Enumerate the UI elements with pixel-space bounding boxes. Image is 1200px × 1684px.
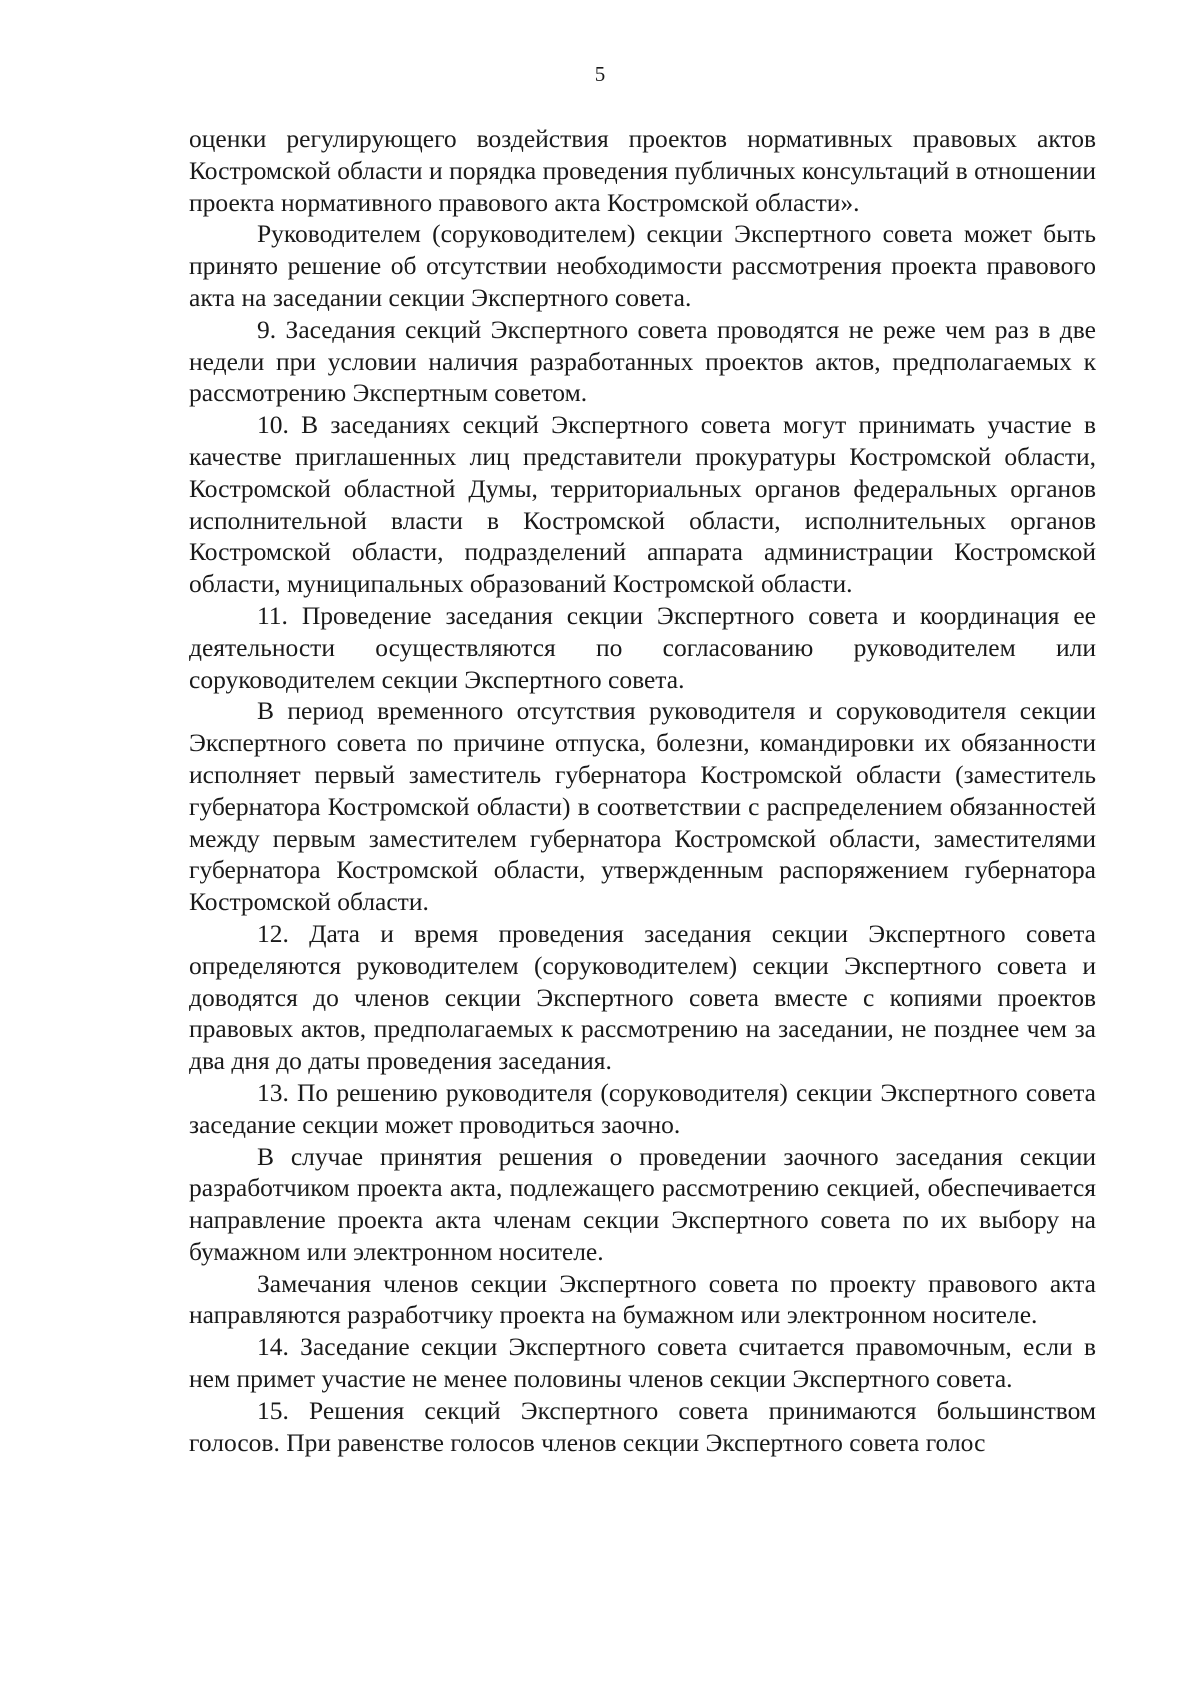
paragraph-item-15: 15. Решения секций Экспертного совета принимаются большинством голосов. При равенстве голосов членов секции Экспертного совета голос bbox=[189, 1395, 1096, 1457]
paragraph-item-9: 9. Заседания секций Экспертного совета проводятся не реже чем раз в две недели при условии наличия разработанных проектов актов, предполагаемых к рассмотрению Экспертным советом. bbox=[189, 314, 1096, 408]
page-number: 5 bbox=[594, 62, 606, 86]
paragraph: оценки регулирующего воздействия проектов нормативных правовых актов Костромской области и порядка проведения публичных консультаций в отношении проекта нормативного правового акта Костромской области». bbox=[189, 124, 1096, 217]
paragraph-item-13: 13. По решению руководителя (соруководителя) секции Экспертного совета заседание секции может проводиться заочно. bbox=[189, 1077, 1096, 1139]
paragraph-item-11: 11. Проведение заседания секции Экспертного совета и координация ее деятельности осуществляются по согласованию руководителем или соруководителем секции Экспертного совета. bbox=[189, 600, 1096, 694]
paragraph: В случае принятия решения о проведении заочного заседания секции разработчиком проекта акта, подлежащего рассмотрению секцией, обеспечивается направление проекта акта членам секции Экспертного совета по их выбору на бумажном или электронном носителе. bbox=[189, 1141, 1096, 1266]
paragraph-item-14: 14. Заседание секции Экспертного совета считается правомочным, если в нем примет участие не менее половины членов секции Экспертного совета. bbox=[189, 1332, 1096, 1394]
paragraph-item-10: 10. В заседаниях секций Экспертного совета могут принимать участие в качестве приглашенных лиц представители прокуратуры Костромской области, Костромской областной Думы, территориальных органов федеральных органов исполнительной власти в Костромской области, исполнительных органов Костромской области, подразделений аппарата администрации Костромской области, муниципальных образований Костромской области. bbox=[189, 410, 1096, 599]
paragraph-item-12: 12. Дата и время проведения заседания секции Экспертного совета определяются руководителем (соруководителем) секции Экспертного совета и доводятся до членов секции Экспертного совета вместе с копиями проектов правовых актов, предполагаемых к рассмотрению на заседании, не позднее чем за два дня до даты проведения заседания. bbox=[189, 918, 1096, 1076]
paragraph: В период временного отсутствия руководителя и соруководителя секции Экспертного совета по причине отпуска, болезни, командировки их обязанности исполняет первый заместитель губернатора Костромской области (заместитель губернатора Костромской области) в соответствии с распределением обязанностей между первым заместителем губернатора Костромской области, заместителями губернатора Костромской области, утвержденным распоряжением губернатора Костромской области. bbox=[189, 696, 1096, 917]
paragraph: Замечания членов секции Экспертного совета по проекту правового акта направляются разработчику проекта на бумажном или электронном носителе. bbox=[189, 1268, 1096, 1330]
paragraph: Руководителем (соруководителем) секции Экспертного совета может быть принято решение об отсутствии необходимости рассмотрения проекта правового акта на заседании секции Экспертного совета. bbox=[189, 219, 1096, 312]
document-body bbox=[189, 123, 1096, 1458]
